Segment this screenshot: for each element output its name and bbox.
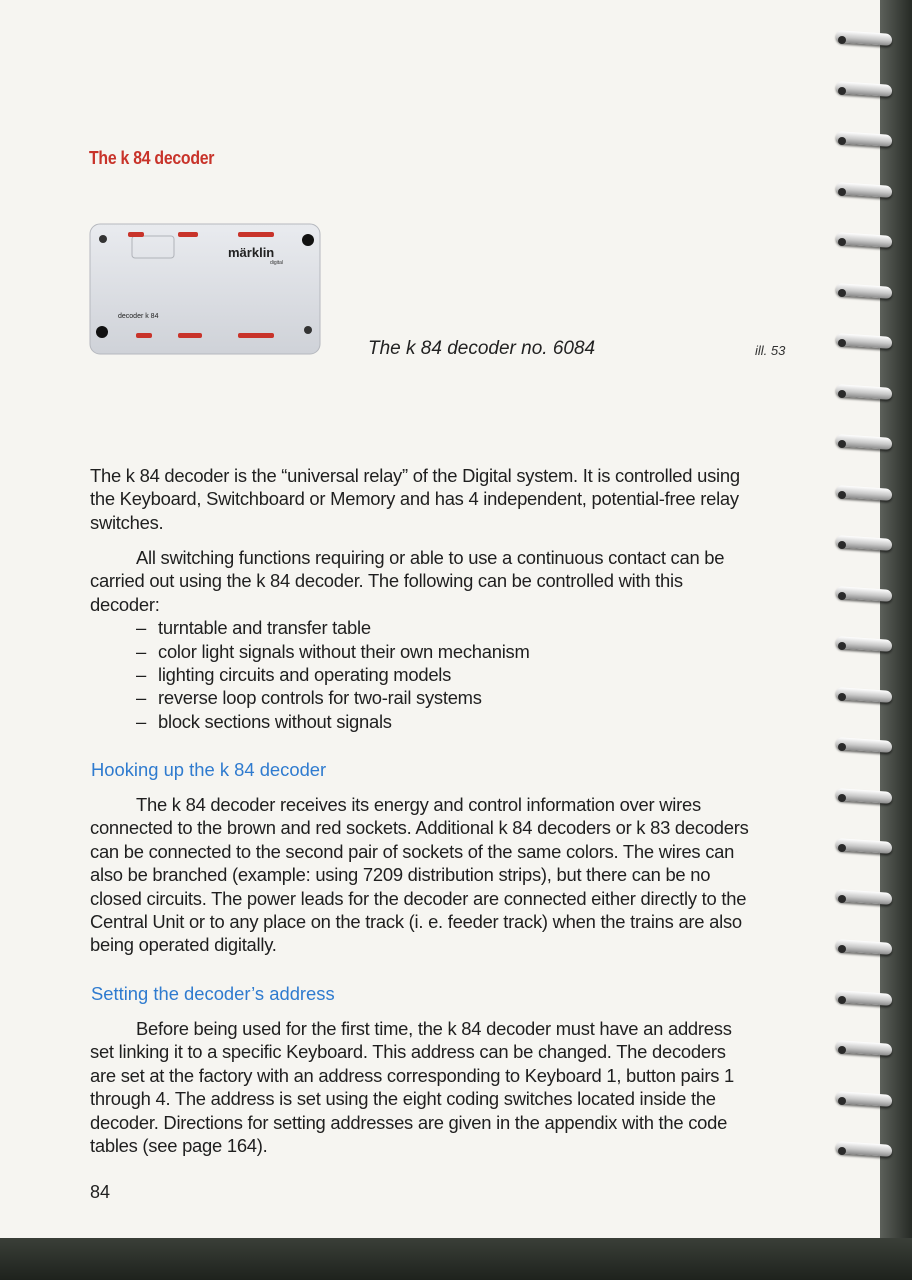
hooking-heading: Hooking up the k 84 decoder (91, 759, 327, 780)
list-item: – lighting circuits and operating models (136, 664, 452, 686)
binding-coil (836, 529, 900, 563)
binding-coil (836, 378, 900, 412)
page-number: 84 (90, 1182, 111, 1202)
table-surface (0, 1238, 912, 1280)
device-label: decoder k 84 (118, 313, 159, 320)
binding-coil (836, 681, 900, 715)
illustration-ref: ill. 53 (755, 343, 786, 358)
binding-coil (836, 630, 900, 664)
binding-coil (836, 731, 900, 765)
binding-coil (836, 226, 900, 260)
binding-coil (836, 479, 900, 513)
list-item: – block sections without signals (136, 710, 392, 732)
binding-coil (836, 1135, 900, 1169)
binding-coil (836, 1034, 900, 1068)
page-heading: The k 84 decoder (89, 148, 215, 168)
binding-coil (836, 1085, 900, 1119)
photo-caption: The k 84 decoder no. 6084 (368, 338, 596, 359)
list-item: – turntable and transfer table (136, 617, 371, 639)
binding-coil (836, 125, 900, 159)
brand-sub: digital (270, 260, 284, 266)
hooking-block (90, 793, 750, 957)
hooking-paragraph: The k 84 decoder receives its energy and control information over wires connected to the brown and red sockets. Additional k 84 decoders or k 83 decoders can be connected to the second pair of sockets of the same colors. The wires can also be branched (example: using 7209 distribution strips), but there can be no closed circuits. The power leads for the decoder are connected either directly to the Central Unit or to any place on the track (i. e. feeder track) when the trains are also being operated digitally. (90, 794, 749, 956)
address-block (90, 1017, 750, 1157)
binding-coil (836, 984, 900, 1018)
binding-coil (836, 782, 900, 816)
list-item: – reverse loop controls for two-rail systems (136, 687, 482, 709)
binding-coil (836, 176, 900, 210)
controlled-items-list (90, 616, 750, 733)
address-heading: Setting the decoder’s address (91, 983, 335, 1004)
switching-block (90, 546, 750, 733)
intro-paragraph: The k 84 decoder is the “universal relay” of the Digital system. It is controlled using the Keyboard, Switchboard or Memory and has 4 independent, potential-free relay switches. (90, 465, 740, 533)
binding-coil (836, 277, 900, 311)
binding-coil (836, 327, 900, 361)
brand-logo: märklin (228, 245, 275, 260)
decoder-photo (88, 222, 324, 358)
binding-coil (836, 832, 900, 866)
list-item: – color light signals without their own mechanism (136, 640, 530, 662)
address-paragraph: Before being used for the first time, the k 84 decoder must have an address set linking it to a specific Keyboard. This address can be changed. The decoders are set at the factory with an address corresponding to Keyboard 1, button pairs 1 through 4. The address is set using the eight coding switches located inside the decoder. Directions for setting addresses are given in the appendix with the code tables (see page 164). (90, 1018, 734, 1157)
binding-coil (836, 933, 900, 967)
switching-paragraph: All switching functions requiring or able to use a continuous contact can be carried out using the k 84 decoder. The following can be controlled with this decoder: (90, 547, 725, 615)
intro-block (90, 464, 750, 534)
binding-coil (836, 75, 900, 109)
binding-coil (836, 428, 900, 462)
binding-coil (836, 883, 900, 917)
binding-coil (836, 24, 900, 58)
binding-coil (836, 580, 900, 614)
